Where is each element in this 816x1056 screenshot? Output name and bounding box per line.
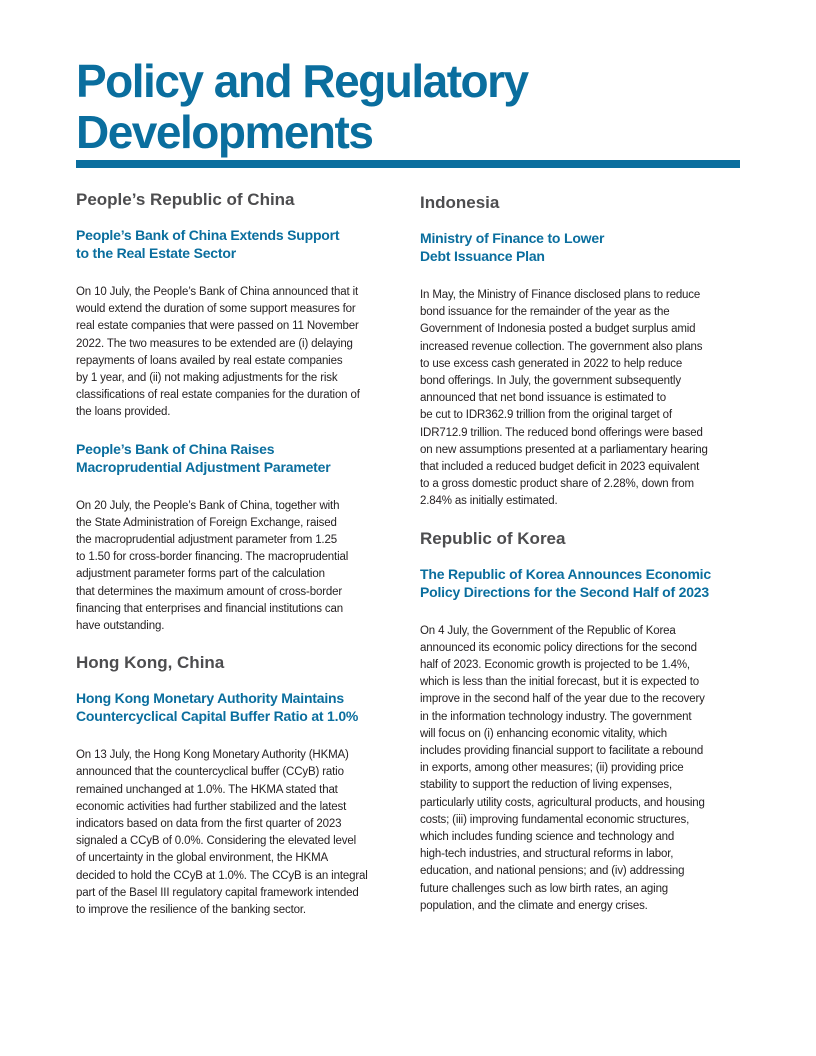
body-line: IDR712.9 trillion. The reduced bond offerings were based [420,426,703,439]
body-line: the macroprudential adjustment parameter from 1.25 [76,534,337,547]
article-headline-pboc-real-estate [76,226,398,262]
right-column [420,193,740,915]
body-line: signaled a CCyB of 0.0%. Considering the elevated level [76,835,357,848]
headline-line: Policy Directions for the Second Half of 2023 [420,583,709,600]
body-line: On 4 July, the Government of the Republic of Korea [420,624,676,637]
body-line: bond issuance for the remainder of the year as the [420,306,670,319]
headline-line: Countercyclical Capital Buffer Ratio at 1.0% [76,708,359,725]
body-line: to use excess cash generated in 2022 to help reduce [420,357,683,370]
article-headline-korea-policy [420,565,740,601]
body-line: repayments of loans availed by real estate companies [76,354,343,367]
body-line: of uncertainty in the global environment, the HKMA [76,852,329,865]
body-line: On 20 July, the People’s Bank of China, together with [76,499,340,512]
body-line: increased revenue collection. The government also plans [420,340,703,353]
article-body-pboc-real-estate [76,284,398,422]
article-body-hkma [76,747,398,919]
body-line: part of the Basel III regulatory capital framework intended [76,886,359,899]
body-line: future challenges such as low birth rates, an aging [420,882,669,895]
section-korea [420,529,740,915]
body-line: announced its economic policy directions for the second [420,641,697,654]
body-line: on new assumptions presented at a parliamentary hearing [420,443,708,456]
section-indonesia [420,193,740,511]
body-line: On 10 July, the People’s Bank of China announced that it [76,286,359,298]
left-column [76,190,398,919]
body-line: In May, the Ministry of Finance disclosed plans to reduce [420,289,701,301]
body-line: by 1 year, and (ii) not making adjustments for the risk [76,372,338,385]
headline-line: People’s Bank of China Extends Support [76,227,340,243]
body-line: which includes funding science and technology and [420,831,675,844]
headline-line: The Republic of Korea Announces Economic [420,565,711,582]
body-line: which is less than the initial forecast, but it is expected to [420,676,699,689]
headline-line: Ministry of Finance to Lower [420,230,605,246]
body-line: improve in the second half of the year due to the recovery [420,693,705,706]
body-line: Government of Indonesia posted a budget surplus amid [420,323,696,336]
section-prc [76,190,398,635]
headline-line: Debt Issuance Plan [420,248,545,264]
country-heading-indonesia: Indonesia [420,193,500,212]
body-line: indicators based on data from the first quarter of 2023 [76,818,342,831]
body-line: in exports, among other measures; (ii) providing price [420,762,684,775]
article-body-korea-policy [420,623,740,915]
body-line: particularly utility costs, agricultural products, and housing [420,796,705,809]
body-line: will focus on (i) enhancing economic vitality, which [420,727,668,740]
headline-line: People’s Bank of China Raises [76,440,275,457]
body-line: education, and national pensions; and (iv) addressing [420,865,685,878]
body-line: bond offerings. In July, the government subsequently [420,375,681,388]
body-line: remained unchanged at 1.0%. The HKMA stated that [76,783,338,796]
page-title [76,56,636,158]
article-headline-indonesia-debt [420,229,740,265]
body-line: that included a reduced budget deficit in 2023 equivalent [420,461,700,474]
body-line: high-tech industries, and structural reforms in labor, [420,848,674,861]
body-line: would extend the duration of some support measures for [76,303,356,316]
body-line: to a gross domestic product share of 2.28%, down from [420,478,694,491]
headline-line: to the Real Estate Sector [76,245,236,261]
body-line: On 13 July, the Hong Kong Monetary Authority (HKMA) [76,749,349,762]
body-line: have outstanding. [76,620,165,633]
body-line: real estate companies that were passed on 11 November [76,320,359,333]
country-heading-prc: People’s Republic of China [76,190,295,209]
body-line: to 1.50 for cross-border financing. The macroprudential [76,551,349,564]
body-line: half of 2023. Economic growth is projected to be 1.4%, [420,659,690,672]
body-line: financing that enterprises and financial institutions can [76,602,343,615]
country-heading-korea: Republic of Korea [420,528,566,548]
section-hong-kong [76,653,398,919]
country-heading-hong-kong: Hong Kong, China [76,653,225,673]
body-line: classifications of real estate companies for the duration of [76,389,360,402]
body-line: be cut to IDR362.9 trillion from the original target of [420,409,672,422]
article-headline-pboc-macroprudential [76,440,398,476]
body-line: 2022. The two measures to be extended are (i) delaying [76,337,353,350]
body-line: economic activities had further stabilized and the latest [76,800,347,813]
body-line: the loans provided. [76,406,171,419]
body-line: to improve the resilience of the banking sector. [76,904,306,917]
body-line: 2.84% as initially estimated. [420,495,558,508]
article-headline-hkma [76,689,398,725]
body-line: stability to support the reduction of living expenses, [420,779,673,792]
body-line: population, and the climate and energy crises. [420,899,648,912]
headline-line: Hong Kong Monetary Authority Maintains [76,690,344,707]
body-line: decided to hold the CCyB at 1.0%. The CCyB is an integral [76,869,368,882]
body-line: includes providing financial support to facilitate a rebound [420,745,704,758]
body-line: the State Administration of Foreign Exchange, raised [76,516,337,529]
body-line: that determines the maximum amount of cross-border [76,585,343,598]
article-body-pboc-macroprudential [76,498,398,636]
headline-line: Macroprudential Adjustment Parameter [76,458,331,475]
article-body-indonesia-debt [420,287,740,511]
body-line: in the information technology industry. The government [420,710,692,723]
body-line: costs; (iii) improving fundamental economic structures, [420,813,690,826]
page-title-line-2: Developments [76,106,373,158]
title-rule-divider [76,160,740,168]
body-line: adjustment parameter forms part of the calculation [76,568,325,581]
body-line: announced that the countercyclical buffer (CCyB) ratio [76,766,344,779]
body-line: announced that net bond issuance is estimated to [420,392,666,405]
page-title-line-1: Policy and Regulatory [76,55,528,107]
